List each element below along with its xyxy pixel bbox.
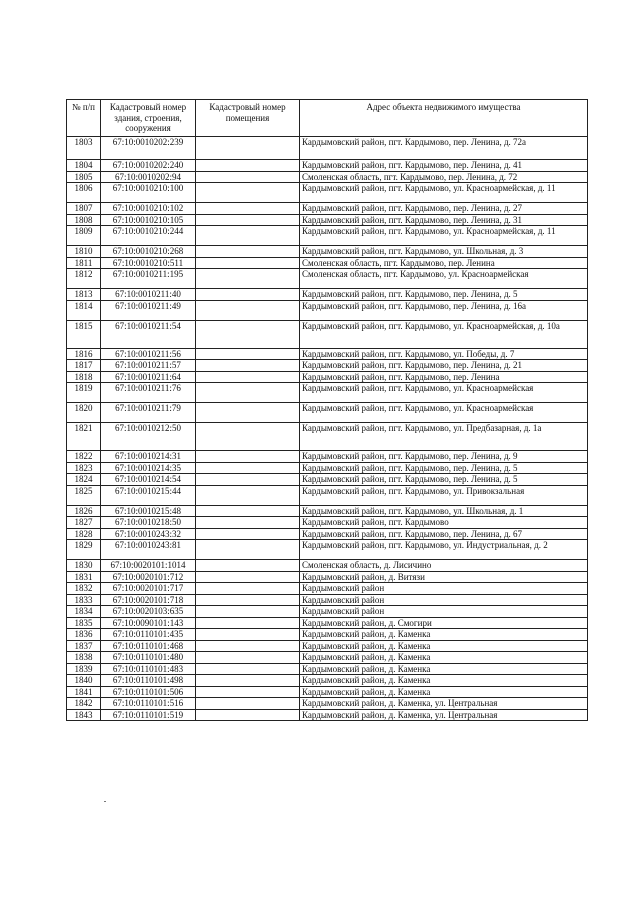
room-cadastral-number bbox=[196, 594, 300, 606]
property-registry-table bbox=[66, 99, 588, 721]
building-cadastral-number: 67:10:0010243:81 bbox=[101, 540, 196, 560]
row-number: 1828 bbox=[67, 528, 101, 540]
building-cadastral-number: 67:10:0010210:511 bbox=[101, 257, 196, 269]
row-number: 1831 bbox=[67, 571, 101, 583]
property-address: Кардымовский район, пгт. Кардымово, ул. Привокзальная bbox=[300, 485, 588, 505]
room-cadastral-number bbox=[196, 203, 300, 215]
building-cadastral-number: 67:10:0010211:49 bbox=[101, 300, 196, 320]
property-address: Кардымовский район, пгт. Кардымово, пер. Ленина, д. 5 bbox=[300, 289, 588, 301]
room-cadastral-number bbox=[196, 675, 300, 687]
building-cadastral-number: 67:10:0110101:519 bbox=[101, 709, 196, 721]
table-row bbox=[67, 371, 588, 383]
table-row bbox=[67, 403, 588, 423]
property-address: Кардымовский район, д. Каменка bbox=[300, 663, 588, 675]
building-cadastral-number: 67:10:0010212:50 bbox=[101, 423, 196, 451]
room-cadastral-number bbox=[196, 320, 300, 348]
room-cadastral-number bbox=[196, 160, 300, 172]
table-row bbox=[67, 571, 588, 583]
property-address: Кардымовский район, пгт. Кардымово, ул. Красноармейская, д. 11 bbox=[300, 183, 588, 203]
building-cadastral-number: 67:10:0010211:54 bbox=[101, 320, 196, 348]
room-cadastral-number bbox=[196, 517, 300, 529]
header-building-cadastral: Кадастровый номер здания, строения, сооружения bbox=[101, 100, 196, 137]
property-address: Кардымовский район, д. Каменка bbox=[300, 686, 588, 698]
room-cadastral-number bbox=[196, 403, 300, 423]
building-cadastral-number: 67:10:0110101:506 bbox=[101, 686, 196, 698]
table-row bbox=[67, 160, 588, 172]
row-number: 1817 bbox=[67, 360, 101, 372]
table-row bbox=[67, 606, 588, 618]
table-row bbox=[67, 709, 588, 721]
room-cadastral-number bbox=[196, 540, 300, 560]
room-cadastral-number bbox=[196, 300, 300, 320]
table-row bbox=[67, 203, 588, 215]
table-row bbox=[67, 528, 588, 540]
property-address: Кардымовский район, д. Каменка bbox=[300, 629, 588, 641]
property-address: Кардымовский район, пгт. Кардымово, пер. Ленина, д. 21 bbox=[300, 360, 588, 372]
property-address: Кардымовский район, д. Каменка, ул. Центральная bbox=[300, 698, 588, 710]
row-number: 1809 bbox=[67, 226, 101, 246]
row-number: 1829 bbox=[67, 540, 101, 560]
table-row bbox=[67, 629, 588, 641]
building-cadastral-number: 67:10:0020101:718 bbox=[101, 594, 196, 606]
room-cadastral-number bbox=[196, 617, 300, 629]
building-cadastral-number: 67:10:0010210:244 bbox=[101, 226, 196, 246]
room-cadastral-number bbox=[196, 214, 300, 226]
building-cadastral-number: 67:10:0010202:94 bbox=[101, 171, 196, 183]
property-address: Кардымовский район, пгт. Кардымово, ул. Предбазарная, д. 1а bbox=[300, 423, 588, 451]
header-room-cadastral: Кадастровый номер помещения bbox=[196, 100, 300, 137]
table-row bbox=[67, 517, 588, 529]
header-number: № п/п bbox=[67, 100, 101, 137]
property-address: Кардымовский район, пгт. Кардымово, ул. Победы, д. 7 bbox=[300, 348, 588, 360]
building-cadastral-number: 67:10:0010243:32 bbox=[101, 528, 196, 540]
table-row bbox=[67, 269, 588, 289]
table-row bbox=[67, 320, 588, 348]
property-address: Кардымовский район, пгт. Кардымово, пер. Ленина, д. 5 bbox=[300, 462, 588, 474]
building-cadastral-number: 67:10:0010214:31 bbox=[101, 451, 196, 463]
property-address: Кардымовский район, пгт. Кардымово, ул. Индустриальная, д. 2 bbox=[300, 540, 588, 560]
property-address: Кардымовский район, пгт. Кардымово, пер. Ленина, д. 5 bbox=[300, 474, 588, 486]
row-number: 1830 bbox=[67, 560, 101, 572]
building-cadastral-number: 67:10:0010202:240 bbox=[101, 160, 196, 172]
room-cadastral-number bbox=[196, 269, 300, 289]
property-address: Смоленская область, д. Лисичино bbox=[300, 560, 588, 572]
property-address: Кардымовский район, пгт. Кардымово, ул. Красноармейская bbox=[300, 383, 588, 403]
building-cadastral-number: 67:10:0020101:717 bbox=[101, 583, 196, 595]
property-address: Кардымовский район, д. Каменка bbox=[300, 675, 588, 687]
row-number: 1843 bbox=[67, 709, 101, 721]
building-cadastral-number: 67:10:0010218:50 bbox=[101, 517, 196, 529]
property-address: Смоленская область, пгт. Кардымово, ул. Красноармейская bbox=[300, 269, 588, 289]
row-number: 1836 bbox=[67, 629, 101, 641]
row-number: 1837 bbox=[67, 640, 101, 652]
row-number: 1814 bbox=[67, 300, 101, 320]
table-row bbox=[67, 640, 588, 652]
table-row bbox=[67, 423, 588, 451]
row-number: 1804 bbox=[67, 160, 101, 172]
room-cadastral-number bbox=[196, 485, 300, 505]
room-cadastral-number bbox=[196, 137, 300, 160]
row-number: 1826 bbox=[67, 505, 101, 517]
property-address: Кардымовский район, д. Каменка, ул. Центральная bbox=[300, 709, 588, 721]
table-row bbox=[67, 505, 588, 517]
property-address: Кардымовский район, пгт. Кардымово, пер. Ленина, д. 67 bbox=[300, 528, 588, 540]
row-number: 1834 bbox=[67, 606, 101, 618]
room-cadastral-number bbox=[196, 171, 300, 183]
building-cadastral-number: 67:10:0110101:480 bbox=[101, 652, 196, 664]
room-cadastral-number bbox=[196, 257, 300, 269]
property-address: Смоленская область, пгт. Кардымово, пер. Ленина bbox=[300, 257, 588, 269]
room-cadastral-number bbox=[196, 528, 300, 540]
room-cadastral-number bbox=[196, 640, 300, 652]
building-cadastral-number: 67:10:0020101:1014 bbox=[101, 560, 196, 572]
room-cadastral-number bbox=[196, 371, 300, 383]
table-row bbox=[67, 171, 588, 183]
property-address: Кардымовский район, пгт. Кардымово, ул. Школьная, д. 3 bbox=[300, 246, 588, 258]
room-cadastral-number bbox=[196, 183, 300, 203]
table-header-row bbox=[67, 100, 588, 137]
table-row bbox=[67, 289, 588, 301]
property-address: Кардымовский район bbox=[300, 583, 588, 595]
table-row bbox=[67, 257, 588, 269]
property-address: Кардымовский район, пгт. Кардымово, ул. Красноармейская bbox=[300, 403, 588, 423]
building-cadastral-number: 67:10:0010211:79 bbox=[101, 403, 196, 423]
building-cadastral-number: 67:10:0010210:100 bbox=[101, 183, 196, 203]
building-cadastral-number: 67:10:0010215:48 bbox=[101, 505, 196, 517]
property-address: Кардымовский район, д. Смогири bbox=[300, 617, 588, 629]
row-number: 1832 bbox=[67, 583, 101, 595]
property-address: Кардымовский район bbox=[300, 606, 588, 618]
building-cadastral-number: 67:10:0010214:54 bbox=[101, 474, 196, 486]
row-number: 1822 bbox=[67, 451, 101, 463]
table-row bbox=[67, 675, 588, 687]
building-cadastral-number: 67:10:0020103:635 bbox=[101, 606, 196, 618]
table-row bbox=[67, 698, 588, 710]
table-row bbox=[67, 451, 588, 463]
property-address: Кардымовский район, пгт. Кардымово, пер. Ленина, д. 41 bbox=[300, 160, 588, 172]
property-address: Кардымовский район, пгт. Кардымово, пер. Ленина, д. 31 bbox=[300, 214, 588, 226]
building-cadastral-number: 67:10:0110101:498 bbox=[101, 675, 196, 687]
table-row bbox=[67, 462, 588, 474]
building-cadastral-number: 67:10:0020101:712 bbox=[101, 571, 196, 583]
table-row bbox=[67, 226, 588, 246]
building-cadastral-number: 67:10:0010202:239 bbox=[101, 137, 196, 160]
row-number: 1815 bbox=[67, 320, 101, 348]
property-address: Смоленская область, пгт. Кардымово, пер. Ленина, д. 72 bbox=[300, 171, 588, 183]
room-cadastral-number bbox=[196, 583, 300, 595]
room-cadastral-number bbox=[196, 383, 300, 403]
building-cadastral-number: 67:10:0010211:56 bbox=[101, 348, 196, 360]
table-row bbox=[67, 360, 588, 372]
property-address: Кардымовский район, пгт. Кардымово, пер. Ленина, д. 9 bbox=[300, 451, 588, 463]
property-address: Кардымовский район, пгт. Кардымово, ул. Красноармейская, д. 10а bbox=[300, 320, 588, 348]
row-number: 1819 bbox=[67, 383, 101, 403]
building-cadastral-number: 67:10:0010214:35 bbox=[101, 462, 196, 474]
table-row bbox=[67, 348, 588, 360]
room-cadastral-number bbox=[196, 451, 300, 463]
property-address: Кардымовский район, д. Витязи bbox=[300, 571, 588, 583]
property-address: Кардымовский район, пгт. Кардымово, пер. Ленина bbox=[300, 371, 588, 383]
building-cadastral-number: 67:10:0110101:435 bbox=[101, 629, 196, 641]
table-row bbox=[67, 560, 588, 572]
scan-speck bbox=[104, 801, 106, 802]
table-row bbox=[67, 540, 588, 560]
row-number: 1816 bbox=[67, 348, 101, 360]
row-number: 1818 bbox=[67, 371, 101, 383]
property-address: Кардымовский район, д. Каменка bbox=[300, 640, 588, 652]
room-cadastral-number bbox=[196, 560, 300, 572]
table-row bbox=[67, 246, 588, 258]
row-number: 1820 bbox=[67, 403, 101, 423]
row-number: 1812 bbox=[67, 269, 101, 289]
row-number: 1835 bbox=[67, 617, 101, 629]
table-row bbox=[67, 594, 588, 606]
building-cadastral-number: 67:10:0010211:64 bbox=[101, 371, 196, 383]
table-row bbox=[67, 383, 588, 403]
building-cadastral-number: 67:10:0010211:57 bbox=[101, 360, 196, 372]
table-row bbox=[67, 137, 588, 160]
table-row bbox=[67, 485, 588, 505]
row-number: 1842 bbox=[67, 698, 101, 710]
row-number: 1808 bbox=[67, 214, 101, 226]
building-cadastral-number: 67:10:0010211:40 bbox=[101, 289, 196, 301]
table-row bbox=[67, 300, 588, 320]
room-cadastral-number bbox=[196, 652, 300, 664]
table-row bbox=[67, 214, 588, 226]
header-address: Адрес объекта недвижимого имущества bbox=[300, 100, 588, 137]
row-number: 1806 bbox=[67, 183, 101, 203]
room-cadastral-number bbox=[196, 686, 300, 698]
room-cadastral-number bbox=[196, 462, 300, 474]
building-cadastral-number: 67:10:0110101:483 bbox=[101, 663, 196, 675]
table-row bbox=[67, 474, 588, 486]
building-cadastral-number: 67:10:0090101:143 bbox=[101, 617, 196, 629]
table-row bbox=[67, 583, 588, 595]
room-cadastral-number bbox=[196, 505, 300, 517]
building-cadastral-number: 67:10:0110101:468 bbox=[101, 640, 196, 652]
building-cadastral-number: 67:10:0010210:102 bbox=[101, 203, 196, 215]
property-address: Кардымовский район, пгт. Кардымово, пер. Ленина, д. 72а bbox=[300, 137, 588, 160]
row-number: 1825 bbox=[67, 485, 101, 505]
table-body bbox=[67, 137, 588, 721]
room-cadastral-number bbox=[196, 423, 300, 451]
room-cadastral-number bbox=[196, 629, 300, 641]
building-cadastral-number: 67:10:0010211:195 bbox=[101, 269, 196, 289]
row-number: 1821 bbox=[67, 423, 101, 451]
row-number: 1827 bbox=[67, 517, 101, 529]
table-row bbox=[67, 617, 588, 629]
room-cadastral-number bbox=[196, 289, 300, 301]
room-cadastral-number bbox=[196, 663, 300, 675]
property-address: Кардымовский район, пгт. Кардымово bbox=[300, 517, 588, 529]
property-address: Кардымовский район bbox=[300, 594, 588, 606]
row-number: 1824 bbox=[67, 474, 101, 486]
row-number: 1838 bbox=[67, 652, 101, 664]
row-number: 1839 bbox=[67, 663, 101, 675]
room-cadastral-number bbox=[196, 698, 300, 710]
room-cadastral-number bbox=[196, 348, 300, 360]
property-address: Кардымовский район, пгт. Кардымово, пер. Ленина, д. 16а bbox=[300, 300, 588, 320]
row-number: 1813 bbox=[67, 289, 101, 301]
row-number: 1803 bbox=[67, 137, 101, 160]
table-row bbox=[67, 663, 588, 675]
room-cadastral-number bbox=[196, 606, 300, 618]
row-number: 1807 bbox=[67, 203, 101, 215]
room-cadastral-number bbox=[196, 360, 300, 372]
building-cadastral-number: 67:10:0110101:516 bbox=[101, 698, 196, 710]
room-cadastral-number bbox=[196, 571, 300, 583]
room-cadastral-number bbox=[196, 474, 300, 486]
property-address: Кардымовский район, д. Каменка bbox=[300, 652, 588, 664]
room-cadastral-number bbox=[196, 246, 300, 258]
building-cadastral-number: 67:10:0010210:105 bbox=[101, 214, 196, 226]
building-cadastral-number: 67:10:0010210:268 bbox=[101, 246, 196, 258]
row-number: 1810 bbox=[67, 246, 101, 258]
table-row bbox=[67, 183, 588, 203]
row-number: 1811 bbox=[67, 257, 101, 269]
room-cadastral-number bbox=[196, 226, 300, 246]
table-row bbox=[67, 652, 588, 664]
row-number: 1840 bbox=[67, 675, 101, 687]
building-cadastral-number: 67:10:0010211:76 bbox=[101, 383, 196, 403]
property-address: Кардымовский район, пгт. Кардымово, пер. Ленина, д. 27 bbox=[300, 203, 588, 215]
table-row bbox=[67, 686, 588, 698]
row-number: 1833 bbox=[67, 594, 101, 606]
room-cadastral-number bbox=[196, 709, 300, 721]
row-number: 1841 bbox=[67, 686, 101, 698]
row-number: 1805 bbox=[67, 171, 101, 183]
row-number: 1823 bbox=[67, 462, 101, 474]
property-address: Кардымовский район, пгт. Кардымово, ул. Школьная, д. 1 bbox=[300, 505, 588, 517]
building-cadastral-number: 67:10:0010215:44 bbox=[101, 485, 196, 505]
property-address: Кардымовский район, пгт. Кардымово, ул. Красноармейская, д. 11 bbox=[300, 226, 588, 246]
